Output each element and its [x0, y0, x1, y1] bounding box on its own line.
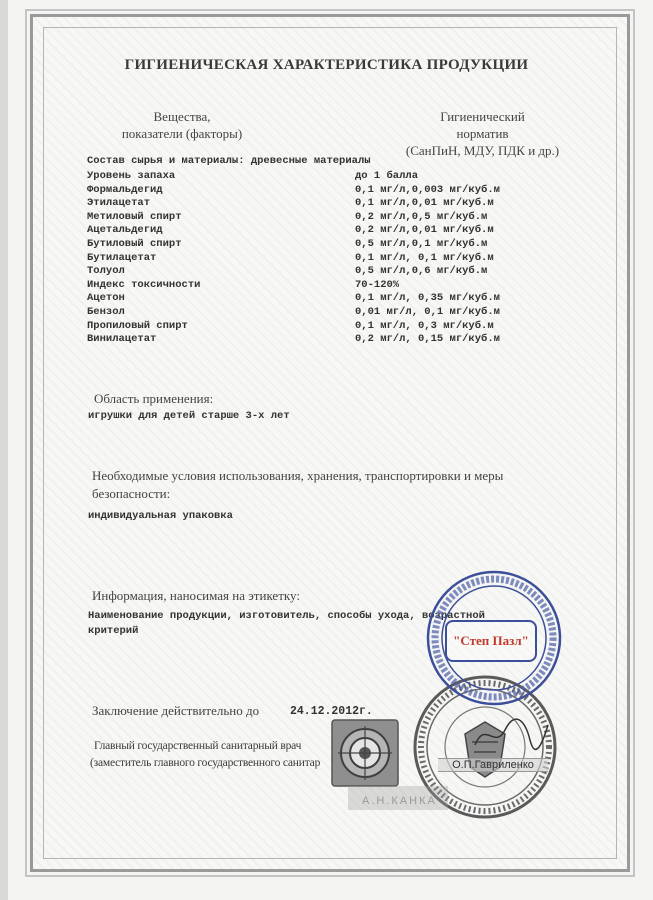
indicator-row [87, 333, 557, 347]
signatory-line2: (заместитель главного государственного санитар [90, 757, 321, 769]
indicator-name: Бутиловый спирт [87, 237, 182, 250]
indicator-value: 0,2 мг/л,0,01 мг/куб.м [355, 224, 494, 237]
indicator-row [87, 252, 557, 266]
label-info-value-line2: критерий [88, 625, 139, 637]
indicator-name: Винилацетат [87, 333, 157, 346]
indicator-name: Бутилацетат [87, 251, 157, 264]
indicator-row [87, 238, 557, 252]
indicator-value: 0,1 мг/л,0,003 мг/куб.м [355, 183, 500, 196]
indicator-row [87, 279, 557, 293]
header-substances-line1: Вещества, [153, 109, 211, 124]
scan-edge [0, 0, 8, 900]
header-norm [395, 108, 570, 159]
indicator-value: 0,1 мг/л, 0,35 мг/куб.м [355, 292, 500, 305]
validity-date: 24.12.2012г. [290, 705, 373, 718]
scope-value: игрушки для детей старше 3-х лет [88, 410, 290, 422]
indicator-value: 0,1 мг/л, 0,1 мг/куб.м [355, 251, 494, 264]
composition-line: Состав сырья и материалы: древесные материалы [87, 155, 371, 167]
indicator-value: 70-120% [355, 278, 400, 291]
indicator-row [87, 170, 557, 184]
header-norm-line1: Гигиенический [440, 109, 525, 124]
indicator-table [87, 170, 557, 347]
header-substances-line2: показатели (факторы) [121, 126, 243, 141]
signatory-line1: Главный государственный санитарный врач [94, 740, 302, 752]
indicator-value: 0,1 мг/л, 0,3 мг/куб.м [355, 319, 494, 332]
indicator-value: 0,01 мг/л, 0,1 мг/куб.м [355, 305, 500, 318]
signer-name-stamp: О.П.Гавриленко [438, 758, 548, 772]
indicator-value: до 1 балла [355, 170, 419, 182]
label-info-label: Информация, наносимая на этикетку: [92, 588, 300, 603]
indicator-name: Этилацетат [87, 197, 151, 210]
company-stamp-box [445, 620, 537, 662]
scope-label: Область применения: [94, 391, 214, 406]
indicator-row [87, 306, 557, 320]
indicator-name: Формальдегид [87, 183, 163, 196]
indicator-value: 0,1 мг/л,0,01 мг/куб.м [355, 197, 494, 210]
indicator-name: Метиловый спирт [87, 210, 182, 223]
faded-signature-text: А.Н.КАНКА [362, 795, 437, 807]
document-title: ГИГИЕНИЧЕСКАЯ ХАРАКТЕРИСТИКА ПРОДУКЦИИ [124, 57, 529, 73]
indicator-row [87, 197, 557, 211]
indicator-name: Пропиловый спирт [87, 319, 188, 332]
indicator-name: Толуол [87, 265, 125, 278]
conditions-label-line1: Необходимые условия использования, хранения, транспортировки и меры [92, 468, 504, 483]
indicator-row [87, 320, 557, 334]
header-substances [92, 108, 272, 142]
indicator-value: 0,2 мг/л, 0,15 мг/куб.м [355, 333, 500, 346]
indicator-name: Бензол [87, 305, 125, 318]
indicator-row [87, 211, 557, 225]
indicator-value: 0,5 мг/л,0,1 мг/куб.м [355, 237, 488, 250]
indicator-row [87, 224, 557, 238]
indicator-value: 0,2 мг/л,0,5 мг/куб.м [355, 210, 488, 223]
label-info-value-line1: Наименование продукции, изготовитель, способы ухода, возрастной [88, 610, 485, 622]
indicator-value: 0,5 мг/л,0,6 мг/куб.м [355, 265, 488, 278]
handwritten-signature-icon [470, 715, 550, 755]
company-stamp-name: "Степ Пазл" [453, 633, 529, 648]
validity-label: Заключение действительно до [92, 703, 260, 718]
conditions-value: индивидуальная упаковка [88, 510, 233, 522]
header-norm-line2: норматив [456, 126, 509, 141]
header-norm-line3: (СанПиН, МДУ, ПДК и др.) [405, 143, 560, 158]
indicator-row [87, 265, 557, 279]
hologram-icon [330, 718, 400, 788]
indicator-row [87, 292, 557, 306]
indicator-name: Ацетальдегид [87, 224, 163, 237]
indicator-name: Уровень запаха [87, 170, 176, 182]
indicator-row [87, 184, 557, 198]
indicator-name: Индекс токсичности [87, 278, 201, 291]
indicator-name: Ацетон [87, 292, 125, 305]
conditions-label-line2: безопасности: [92, 486, 171, 501]
